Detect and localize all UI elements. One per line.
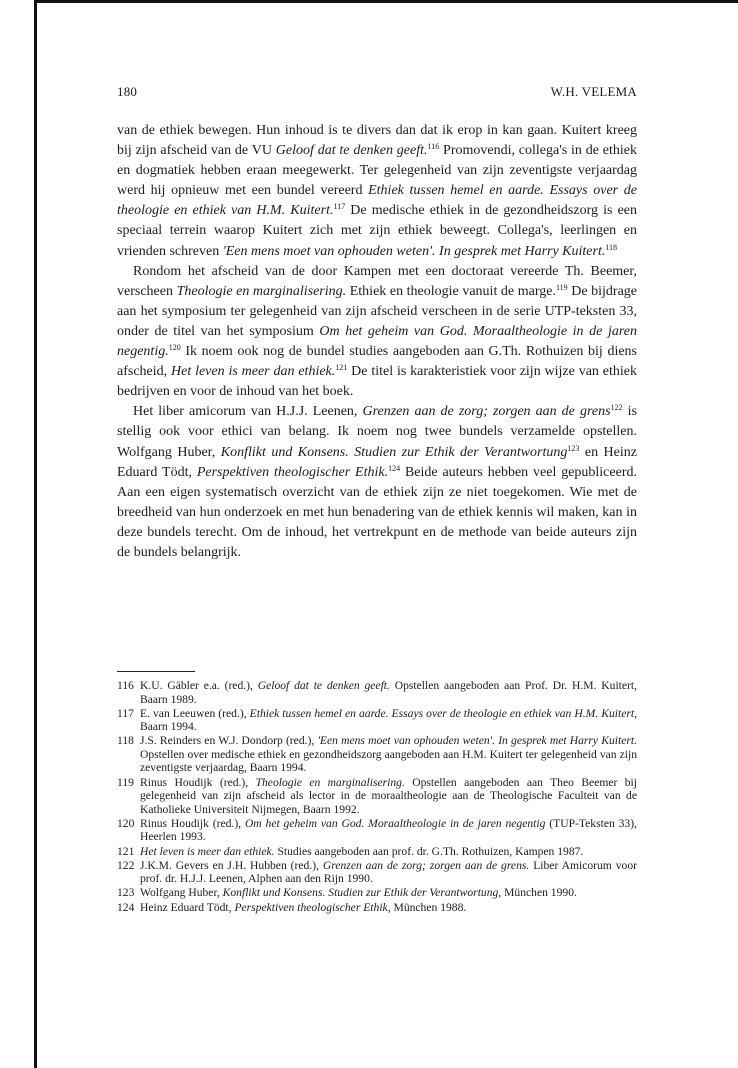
page-number: 180 [117,84,138,99]
footnote-ref-123[interactable]: 123 [567,443,580,453]
text-run: Liber Amicorum voor prof. dr. H.J.J. Leenen, Alphen aan den Rijn 1990. [140,858,637,886]
italic-title: Grenzen aan de zorg; zorgen aan de grens. [322,858,530,872]
footnote-number: 119 [117,775,134,789]
footnote-ref-120[interactable]: 120 [168,343,181,353]
text-run: Studies aangeboden aan prof. dr. G.Th. Rothuizen, Kampen 1987. [274,844,584,858]
text-run: E. van Leeuwen (red.), [140,706,250,720]
footnote-divider [117,671,195,672]
italic-title: 'Een mens moet van ophouden weten'. In gesprek met Harry Kuitert. [222,243,606,259]
footnote-ref-116[interactable]: 116 [427,142,440,152]
text-run: München 1988. [390,900,467,914]
text-run: Heinz Eduard Tödt, [140,900,235,914]
running-head: W.H. VELEMA [550,84,637,99]
footnote-123 [117,886,637,900]
footnotes [117,679,637,915]
footnote-ref-119[interactable]: 119 [555,282,568,292]
italic-title: Perspektiven theologischer Ethik. [196,464,389,480]
italic-title: Perspektiven theologischer Ethik, [234,900,391,914]
text-run: De titel is karakteristiek voor zijn wijze van ethiek bedrijven en voor de inhoud van het boek. [117,364,637,400]
italic-title: Het leven is meer dan ethiek. [140,844,275,858]
text-run: Opstellen aangeboden aan Prof. Dr. H.M. Kuitert, Baarn 1989. [140,679,638,706]
paragraph-3 [117,402,637,563]
footnote-120 [117,817,637,844]
body-text [117,121,637,563]
footnote-number: 121 [117,844,135,858]
footnote-118 [117,734,637,775]
italic-title: Konflikt und Konsens. Studien zur Ethik der Verantwortung, [222,886,502,900]
italic-title: Ethiek tussen hemel en aarde. Essays over de theologie en ethiek van H.M. Kuitert, [249,706,637,720]
footnote-116 [117,679,637,706]
text-run: Promovendi, collega's in de ethiek en dogmatiek hebben eraan meegewerkt. Ter gelegenheid van zijn zeventigste verjaardag werd hij opnieuw met een bundel vereerd [117,143,637,199]
footnote-ref-118[interactable]: 118 [605,242,618,252]
footnote-number: 123 [117,886,135,900]
paragraph-1 [117,121,637,262]
italic-title: Het leven is meer dan ethiek. [171,364,336,380]
text-run: Rinus Houdijk (red.), [140,816,245,830]
text-run: Het liber amicorum van H.J.J. Leenen, [133,404,363,420]
footnote-ref-124[interactable]: 124 [388,463,401,473]
footnote-ref-121[interactable]: 121 [335,363,348,373]
text-run: en Heinz Eduard Tödt, [117,444,637,480]
italic-title: 'Een mens moet van ophouden weten'. In gesprek met Harry Kuitert. [317,734,637,748]
text-run: Ethiek en theologie vanuit de marge. [346,283,556,299]
text-run: van de ethiek bewegen. Hun inhoud is te divers dan dat ik erop in kan gaan. Kuitert kreeg bij zijn afscheid van de VU [117,123,637,159]
footnote-number: 116 [117,679,134,692]
footnote-number: 120 [117,816,135,830]
text-run: Rinus Houdijk (red.), [140,775,256,789]
text-run: is stellig ook voor ethici van belang. Ik noem nog twee bundels verzamelde opstellen. Wolfgang Huber, [117,404,637,460]
italic-title: Geloof dat te denken geeft. [257,679,390,692]
footnote-number: 124 [117,900,135,914]
paragraph-2 [117,262,637,403]
text-run: Opstellen over medische ethiek en gezondheidszorg aangeboden aan H.M. Kuitert ter gelegenheid van zijn zeventigste verjaardag, Baarn 1994. [140,747,637,775]
italic-title: Theologie en marginalisering. [255,775,405,789]
footnote-121 [117,845,637,859]
italic-title: Om het geheim van God. Moraaltheologie in de jaren negentig [244,816,546,830]
text-run: Rondom het afscheid van de door Kampen met een doctoraat vereerde Th. Beemer, verscheen [117,263,637,299]
text-run: De bijdrage aan het symposium ter gelegenheid van zijn afscheid verscheen in de serie UTP-teksten 33, onder de titel van het symposium [117,283,638,339]
footnote-122 [117,859,637,886]
text-run: Ik noem ook nog de bundel studies aangeboden aan G.Th. Rothuizen bij diens afscheid, [117,344,637,380]
italic-title: Grenzen aan de zorg; zorgen aan de grens [362,404,611,420]
footnote-number: 122 [117,858,135,872]
footnote-117 [117,707,637,734]
text-run: De medische ethiek in de gezondheidszorg is een speciaal terrein waarop Kuitert zich met zijn ethiek beweegt. Collega's, leerlingen en vrienden schreven [117,203,638,259]
text-run: (TUP-Teksten 33), Heerlen 1993. [140,816,637,844]
footnote-ref-117[interactable]: 117 [333,202,346,212]
italic-title: Ethiek tussen hemel en aarde. Essays over de theologie en ethiek van H.M. Kuitert. [117,183,637,219]
text-run: J.S. Reinders en W.J. Dondorp (red.), [140,734,318,748]
text-run: Baarn 1994. [140,720,197,734]
footnote-124 [117,901,637,915]
footnote-ref-122[interactable]: 122 [610,403,623,413]
text-run: München 1990. [501,886,577,900]
footnote-119 [117,776,637,817]
text-run: Beide auteurs hebben veel gepubliceerd. Aan een eigen systematisch overzicht van de ethiek zijn ze niet toegekomen. Wie met de breedheid van hun onderzoek en met hun benadering van de ethiek kennis wil maken, kan in deze bundels terecht. Om de inhoud, het vertrekpunt en de methode van beide auteurs zijn de bundels belangrijk. [117,464,637,560]
footnote-number: 118 [117,734,134,748]
text-run: Opstellen aangeboden aan Theo Beemer bij gelegenheid van zijn afscheid als lector in de moraaltheologie aan de Theologische Faculteit van de Katholieke Universiteit Nijmegen, Baarn 1992. [140,775,637,816]
text-run: K.U. Gäbler e.a. (red.), [140,679,258,692]
text-run: Wolfgang Huber, [140,886,223,900]
italic-title: Om het geheim van God. Moraaltheologie in de jaren negentig. [117,323,638,360]
italic-title: Theologie en marginalisering. [176,283,347,299]
italic-title: Konflikt und Konsens. Studien zur Ethik der Verantwortung [220,444,568,460]
italic-title: Geloof dat te denken geeft. [275,143,428,159]
text-run: J.K.M. Gevers en J.H. Hubben (red.), [140,858,323,872]
page-header [117,84,637,100]
scan-border-left [34,0,37,1068]
scan-border-top [34,0,738,3]
footnote-number: 117 [117,706,134,720]
